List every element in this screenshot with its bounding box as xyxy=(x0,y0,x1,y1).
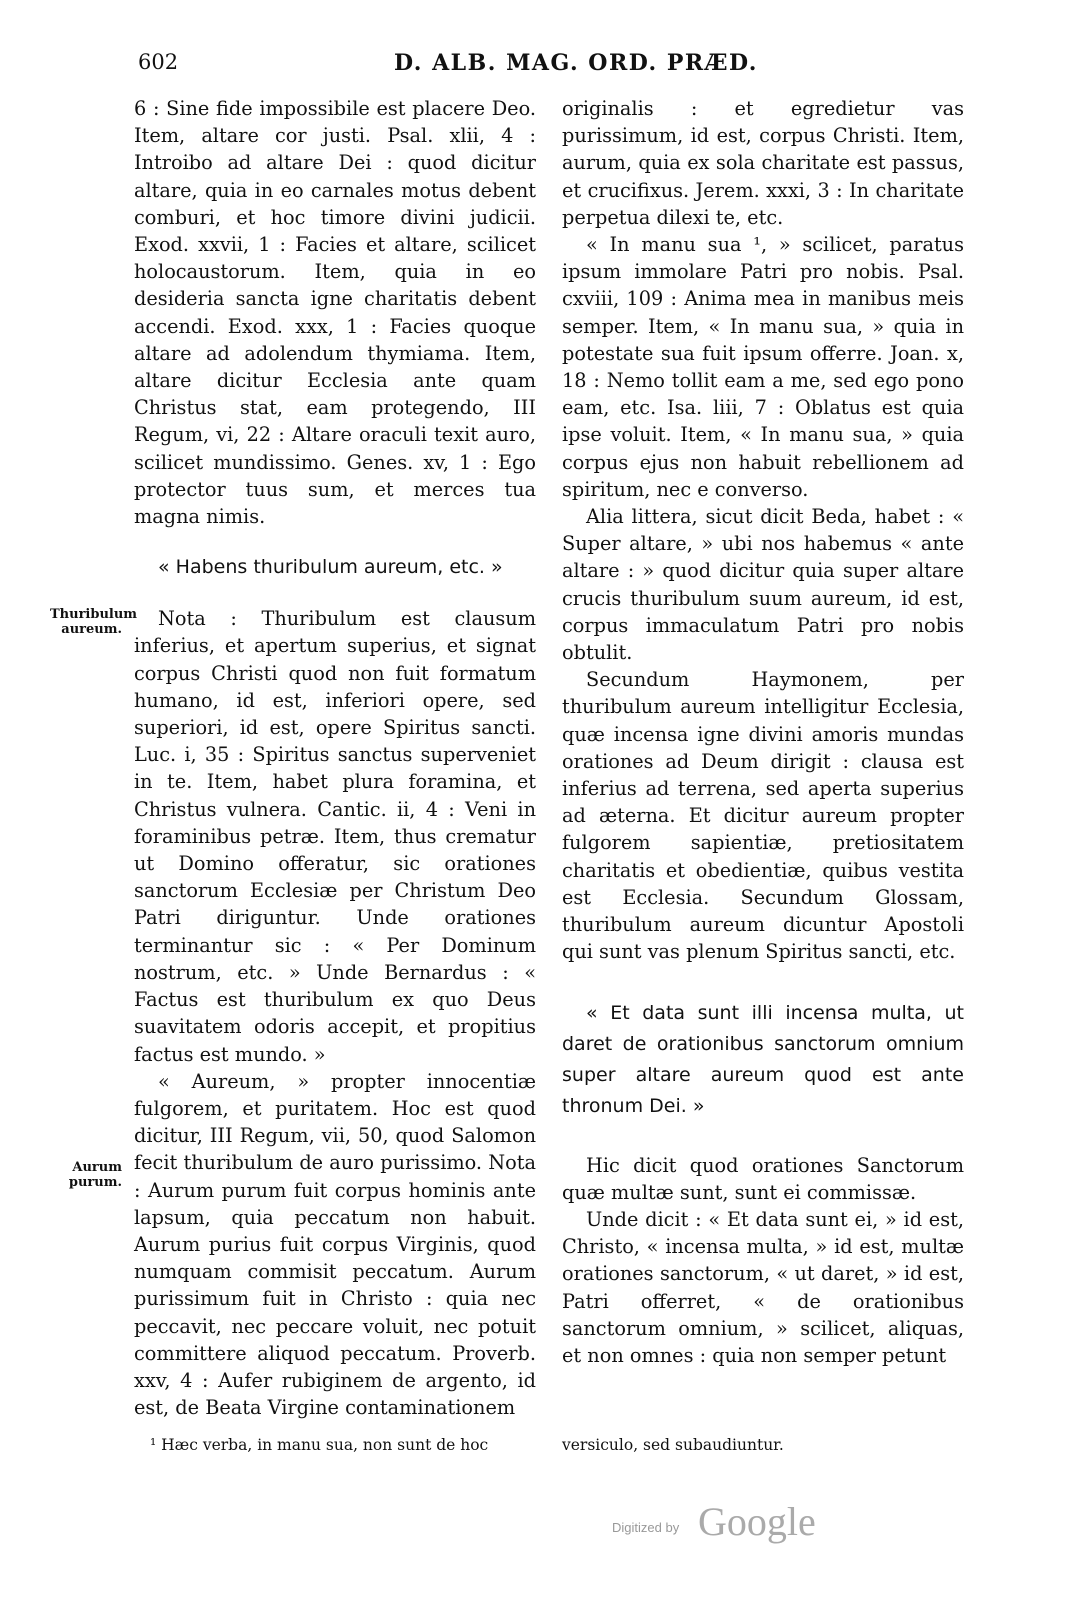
google-logo: Google xyxy=(698,1499,816,1544)
paragraph-originalis: originalis : et egredietur vas purissimum, id est, corpus Christi. Item, aurum, quia ex sola charitate est passus, et crucifixus. Jerem. xxxi, 3 : In charitate perpetua dilexi te, etc. xyxy=(562,97,964,229)
page-number: 602 xyxy=(138,50,179,74)
paragraph-in-manu-sua: « In manu sua ¹, » scilicet, paratus ipsum immolare Patri pro nobis. Psal. cxviii, 109 : Anima mea in manibus meis semper. Item, « In manu sua, » quia in potestate sua fuit ipsum offerre. Joan. x, 18 : Nemo tollit eam a me, sed ego pono eam, etc. Isa. liii, 7 : Oblatus est quia ipse voluit. Item, « In manu sua, » quia corpus ejus non habuit rebellionem ad spiritum, nec e converso. xyxy=(562,233,964,501)
paragraph-alia-littera: Alia littera, sicut dicit Beda, habet : « Super altare, » ubi nos habemus « ante altare : » quod dicitur quia super altare crucis thuribulum suum aureum, id est, corpus immaculatum Patri pro nobis obtulit. xyxy=(562,505,964,665)
paragraph-aureum: « Aureum, » propter innocentiæ fulgorem, et puritatem. Hoc est quod dicitur, III Regum, vii, 50, quod Salomon fecit thuribulum de auro purissimo. Nota : Aurum purum fuit corpus hominis ante lapsum, quia peccatum non habuit. Aurum purius fuit corpus Virginis, quod numquam commisit peccatum. Aurum purissimum fuit in Christo : quia nec peccavit, nec peccare voluit, nec potuit committere aliquod peccatum. Proverb. xxv, 4 : Aufer rubiginem de argento, id est, de Beata Virgine contaminationem xyxy=(134,1069,536,1420)
footnote-right: versiculo, sed subaudiuntur. xyxy=(562,1436,784,1454)
running-title: D. ALB. MAG. ORD. PRÆD. xyxy=(394,50,758,76)
paragraph-nota-thuribulum: Nota : Thuribulum est clausum inferius, et apertum superius, et signat corpus Christi quod non fuit formatum humano, id est, inferiori opere, sed superiori, id est, opere Spiritus sancti. Luc. i, 35 : Spiritus sanctus superveniet in te. Item, habet plura foramina, et Christus vulnera. Cantic. ii, 4 : Veni in foraminibus petræ. Item, thus crematur ut Domino offeratur, sic orationes sanctorum Ecclesiæ per Christum Deo Patri diriguntur. Unde orationes terminantur sic : « Per Dominum nostrum, etc. » Unde Bernardus : « Factus est thuribulum ex quo Deus suavitatem odoris accepit, et propitius factus est mundo. » xyxy=(134,607,536,1066)
lemma-incensa: « Et data sunt illi incensa multa, ut daret de orationibus sanctorum omnium super altare aureum quod est ante thronum Dei. » xyxy=(562,1001,964,1117)
margin-note-aurum: Aurum purum. xyxy=(68,1160,122,1190)
footnote-left: ¹ Hæc verba, in manu sua, non sunt de hoc xyxy=(150,1436,489,1454)
paragraph-hic-dicit: Hic dicit quod orationes Sanctorum quæ multæ sunt, sunt ei commissæ. xyxy=(562,1153,964,1204)
page-header xyxy=(138,50,958,84)
paragraph-haymonem: Secundum Haymonem, per thuribulum aureum intelligitur Ecclesia, quæ incensa igne divini amoris mundas orationes ad Deum dirigit : clausa est inferius ad terrena, sed aperta superius ad æterna. Et dicitur aureum propter fulgorem sapientiæ, pretiositatem charitatis et obedientiæ, quibus vestita est Ecclesia. Secundum Glossam, thuribulum aureum dicuntur Apostoli qui sunt vas plenum Spiritus sancti, etc. xyxy=(562,668,964,964)
lemma-thuribulum: « Habens thuribulum aureum, etc. » xyxy=(158,556,503,579)
margin-note-thuribulum: Thuribulum aureum. xyxy=(50,607,138,637)
paragraph-unde-dicit: Unde dicit : « Et data sunt ei, » id est, Christo, « incensa multa, » id est, multæ orationes sanctorum, « ut daret, » id est, Patri offerret, « de orationibus sanctorum omnium, » scilicet, aliquas, et non omnes : quia non semper petunt xyxy=(562,1207,964,1367)
digitized-label: Digitized by xyxy=(612,1520,680,1535)
right-column xyxy=(562,95,964,1369)
left-column xyxy=(134,95,536,1421)
paragraph-altare: 6 : Sine fide impossibile est placere Deo. Item, altare cor justi. Psal. xlii, 4 : Introibo ad altare Dei : quod dicitur altare, quia in eo carnales motus debent comburi, et hoc timore divini judicii. Exod. xxvii, 1 : Facies et altare, scilicet holocaustorum. Item, quia in eo desideria sancta igne charitatis debent accendi. Exod. xxx, 1 : Facies quoque altare ad adolendum thymiama. Item, altare dicitur Ecclesia ante quam Christus stat, eam protegendo, III Regum, vi, 22 : Altare oraculi texit auro, scilicet mundissimo. Genes. xv, 1 : Ego protector tuus sum, et merces tua magna nimis. xyxy=(134,97,536,529)
